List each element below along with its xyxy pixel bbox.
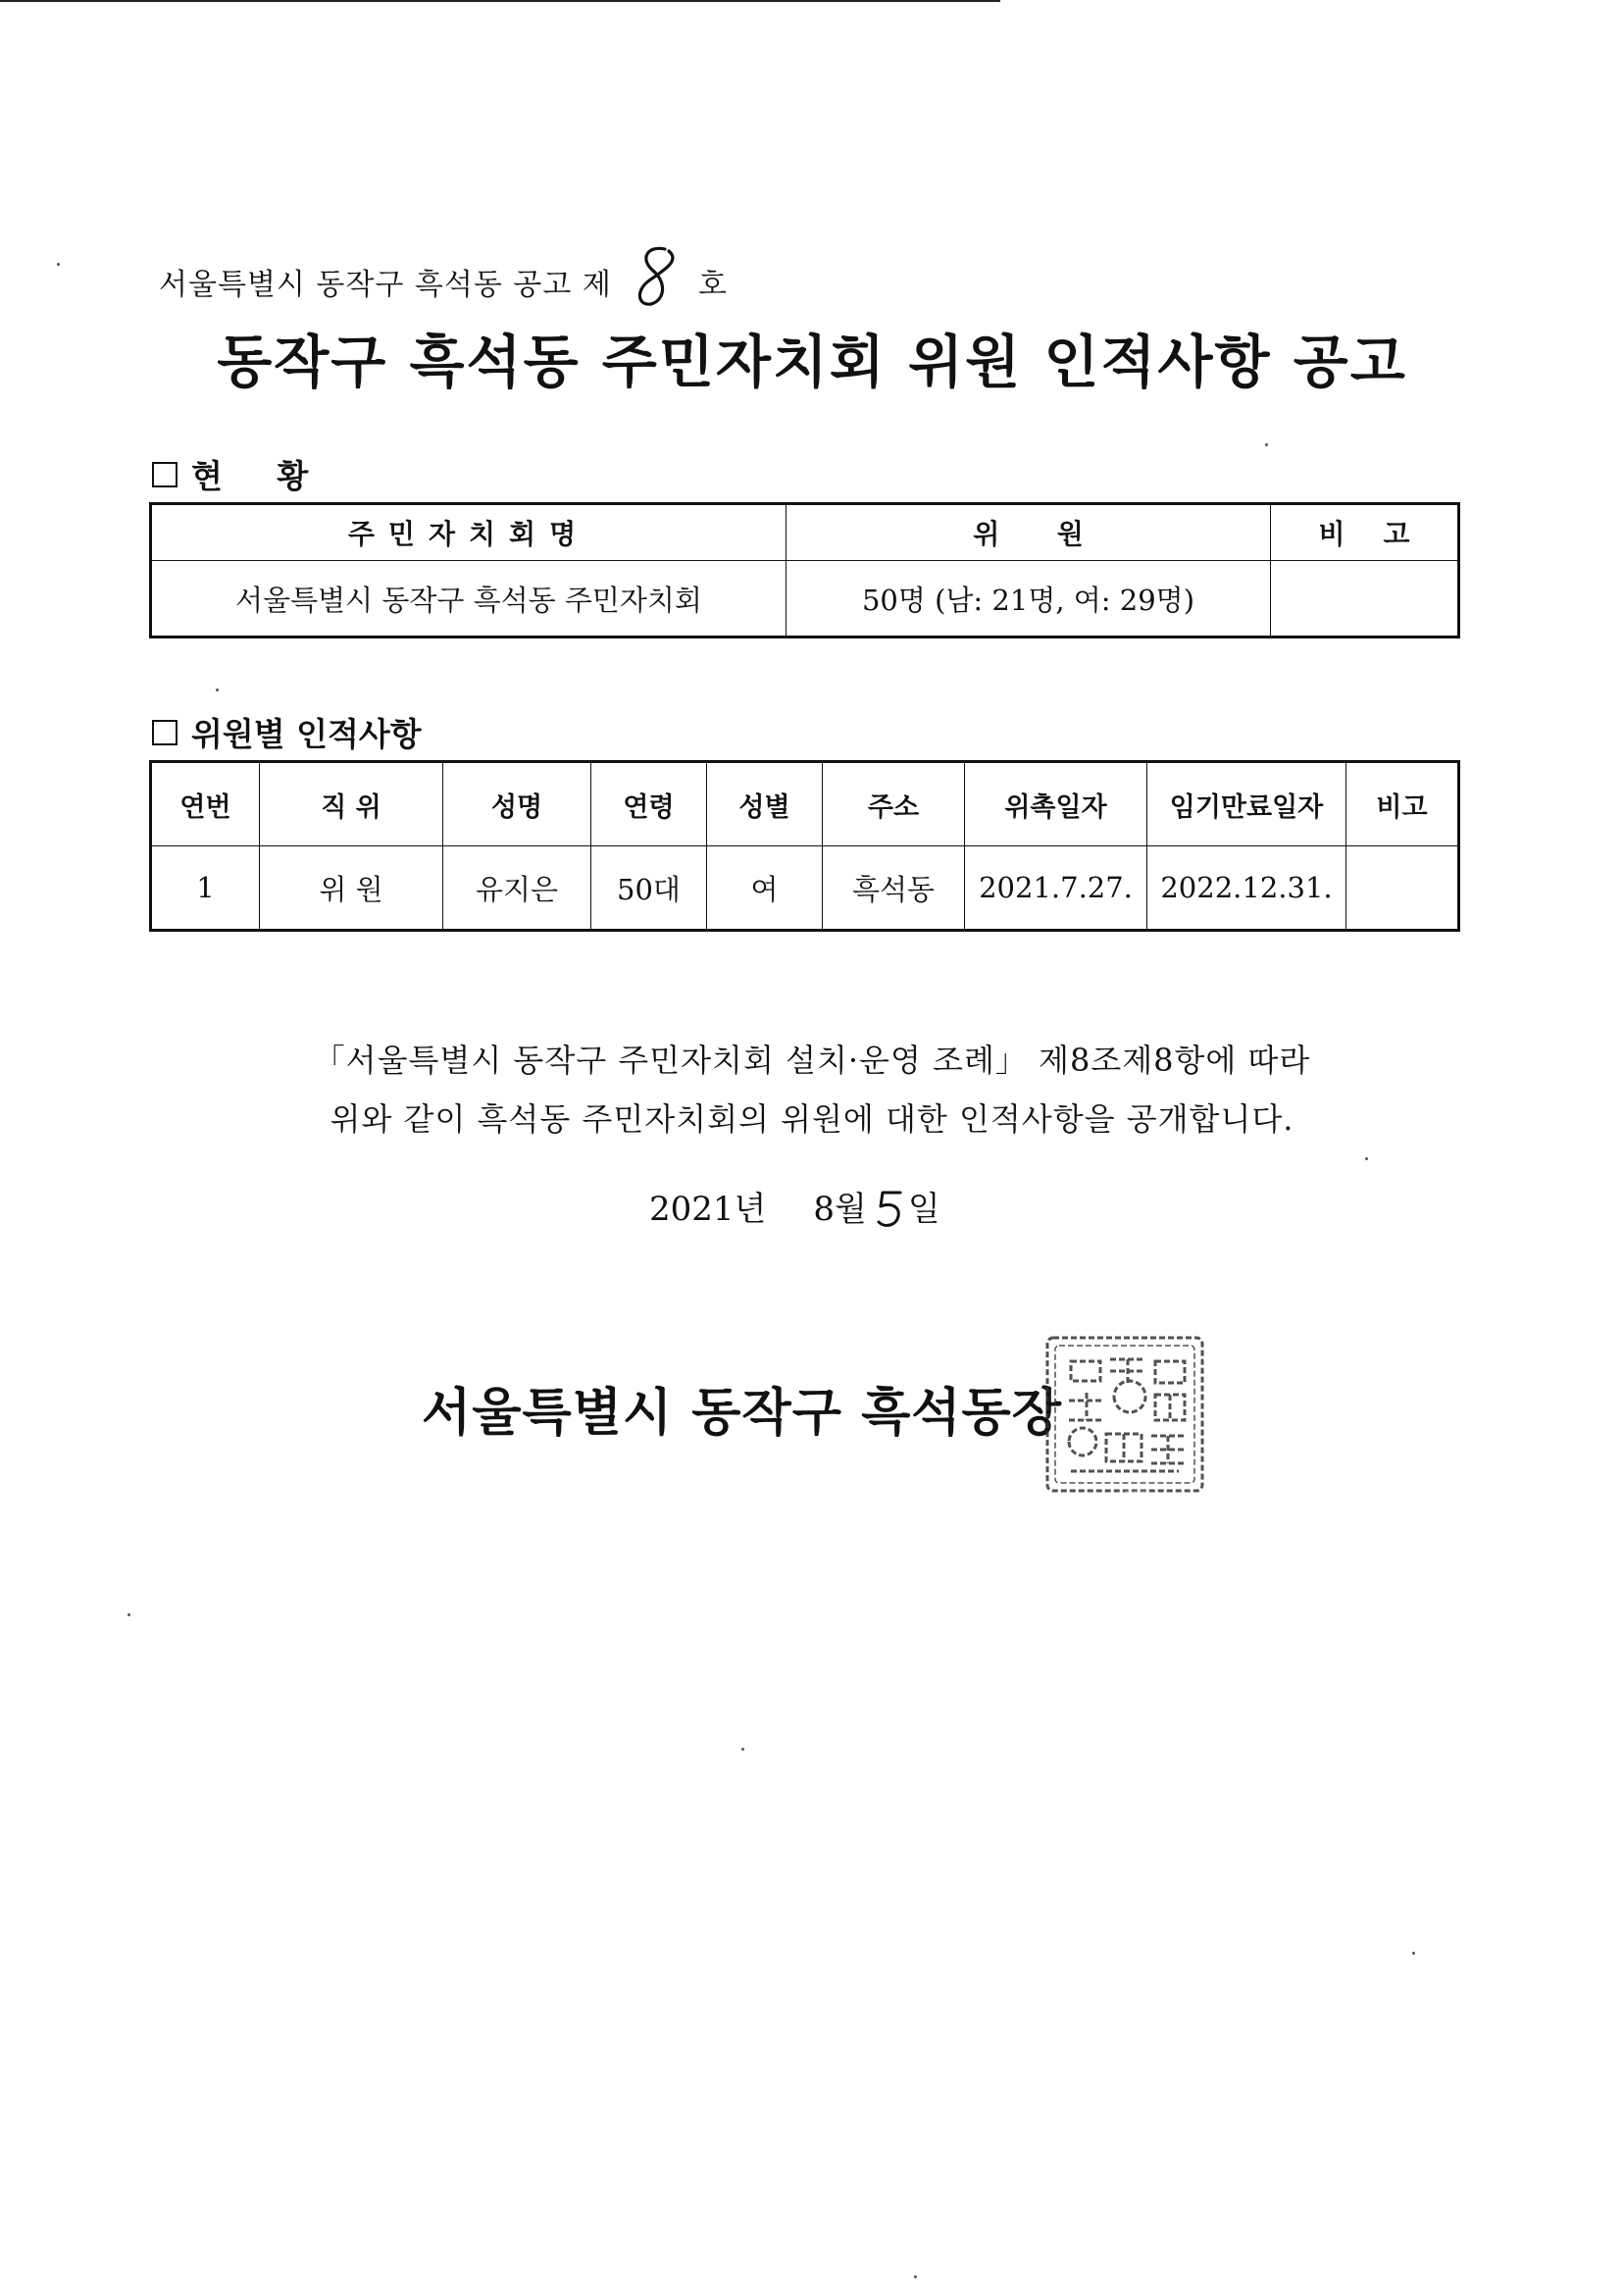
handwritten-number (626, 241, 685, 310)
column-header: 비 고 (1271, 504, 1459, 561)
table-header-row (151, 504, 1459, 561)
date-month: 8월 (813, 1190, 867, 1229)
column-header: 주민자치회명 (151, 504, 787, 561)
member-table (149, 760, 1460, 932)
signature-line: 서울특별시 동작구 흑석동장 (422, 1384, 1062, 1443)
table-cell: 서울특별시 동작구 흑석동 주민자치회 (151, 561, 787, 637)
date-line (649, 1182, 940, 1230)
table-cell: 50대 (591, 846, 707, 931)
table-cell: 위 원 (260, 846, 443, 931)
notice-suffix: 호 (697, 268, 728, 302)
column-header: 연번 (151, 762, 260, 846)
column-header: 직 위 (260, 762, 443, 846)
date-year: 2021년 (649, 1190, 767, 1229)
table-cell: 흑석동 (823, 846, 965, 931)
top-border-line (0, 0, 1000, 2)
table-row (151, 561, 1459, 637)
checkbox-icon (152, 720, 178, 745)
table-cell: 1 (151, 846, 260, 931)
member-section-heading: 위원별 인적사항 (152, 709, 422, 755)
table-cell (1346, 846, 1459, 931)
body-text-line-1: 「서울특별시 동작구 주민자치회 설치·운영 조례」 제8조제8항에 따라 (313, 1042, 1311, 1079)
scan-speck (741, 1748, 744, 1751)
table-row (151, 846, 1459, 931)
svg-text:서울특별시동작구흑석동장인: 서울특별시동작구흑석동장인 (1125, 1492, 1150, 1494)
status-section-heading: 현 황 (152, 451, 330, 497)
notice-number-line (159, 247, 728, 316)
scan-speck (1365, 1157, 1368, 1160)
table-cell: 2022.12.31. (1147, 846, 1346, 931)
table-header-row (151, 762, 1459, 846)
scan-speck (1412, 1952, 1415, 1955)
document-title: 동작구 흑석동 주민자치회 위원 인적사항 공고 (217, 329, 1407, 395)
scan-speck (127, 1613, 130, 1616)
column-header: 성별 (707, 762, 823, 846)
body-text-line-2: 위와 같이 흑석동 주민자치회의 위원에 대한 인적사항을 공개합니다. (330, 1100, 1294, 1138)
column-header: 임기만료일자 (1147, 762, 1346, 846)
column-header: 연령 (591, 762, 707, 846)
table-cell: 50명 (남: 21명, 여: 29명) (787, 561, 1271, 637)
scan-speck (57, 263, 60, 266)
notice-prefix: 서울특별시 동작구 흑석동 공고 제 (159, 268, 612, 302)
status-table (149, 502, 1460, 638)
scan-speck (1265, 443, 1268, 446)
checkbox-icon (152, 462, 178, 487)
scan-speck (216, 688, 219, 691)
scan-speck (914, 2275, 917, 2278)
column-header: 위촉일자 (965, 762, 1147, 846)
column-header: 성명 (443, 762, 591, 846)
table-cell (1271, 561, 1459, 637)
table-cell: 유지은 (443, 846, 591, 931)
table-cell: 2021.7.27. (965, 846, 1147, 931)
official-seal-icon (1041, 1332, 1208, 1497)
column-header: 비고 (1346, 762, 1459, 846)
table-cell: 여 (707, 846, 823, 931)
date-day-suffix: 일 (907, 1190, 940, 1229)
column-header: 주소 (823, 762, 965, 846)
column-header: 위 원 (787, 504, 1271, 561)
handwritten-day (873, 1185, 906, 1232)
